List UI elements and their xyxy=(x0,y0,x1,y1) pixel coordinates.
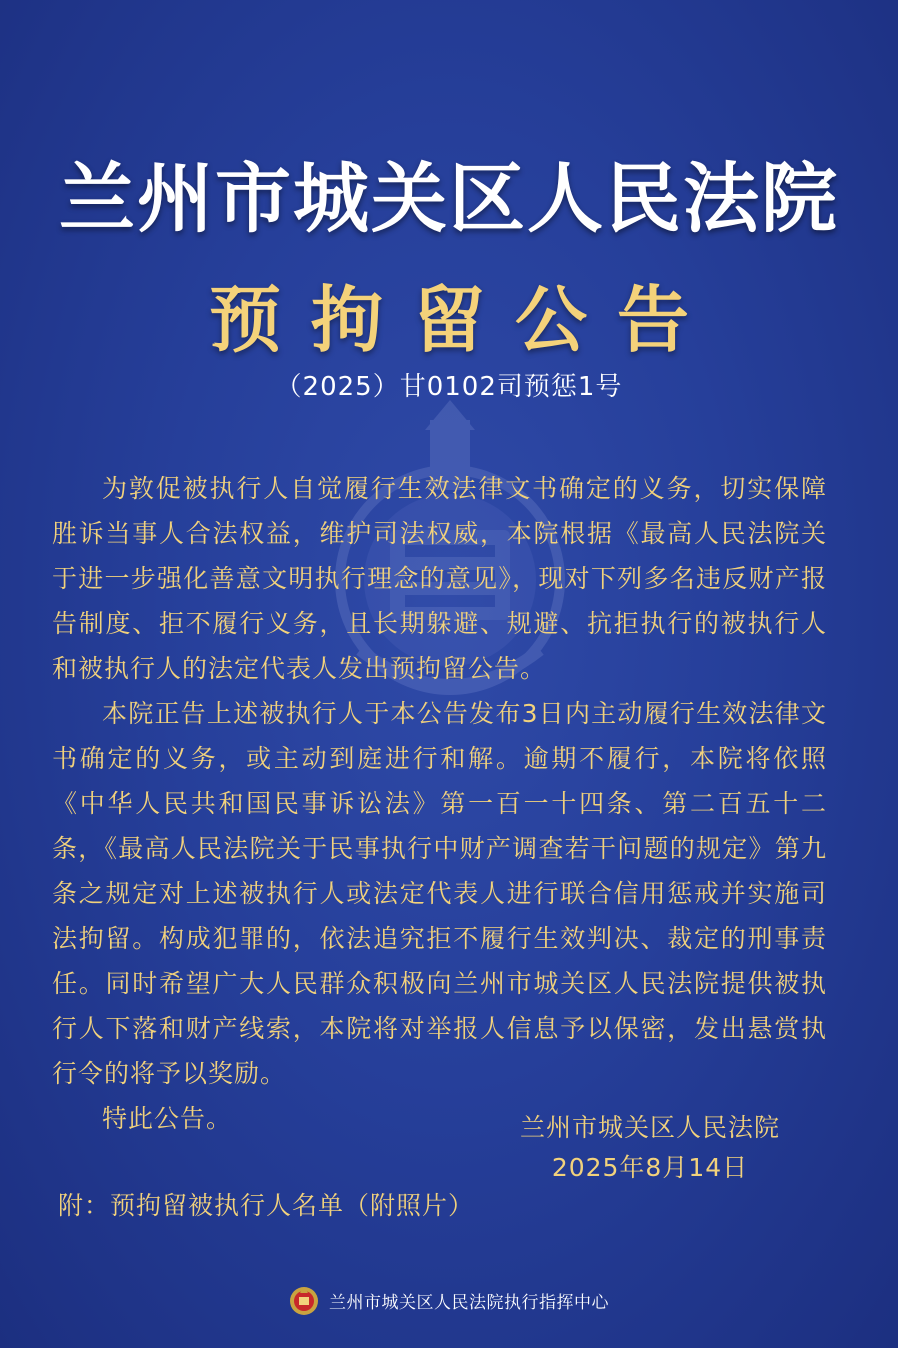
issuer-name: 兰州市城关区人民法院 xyxy=(519,1113,780,1142)
footer xyxy=(0,1284,898,1316)
body-paragraph-3: 特此公告。 xyxy=(102,1104,233,1133)
body-paragraph-2: 本院正告上述被执行人于本公告发布3日内主动履行生效法律文书确定的义务，或主动到庭进行和解。逾期不履行，本院将依照《中华人民共和国民事诉讼法》第一百一十四条、第二百五十二条，《最高人民法院关于民事执行中财产调查若干问题的规定》第九条之规定对上述被执行人或法定代表人进行联合信用惩戒并实施司法拘留。构成犯罪的，依法追究拒不履行生效判决、裁定的刑事责任。同时希望广大人民群众积极向兰州市城关区人民法院提供被执行人下落和财产线索，本院将对举报人信息予以保密，发出悬赏执行令的将予以奖励。 xyxy=(52,699,827,1088)
footer-organization: 兰州市城关区人民法院执行指挥中心 xyxy=(329,1292,609,1313)
attachment-note: 附：预拘留被执行人名单（附照片） xyxy=(58,1191,475,1220)
court-name-title: 兰州市城关区人民法院 xyxy=(59,154,839,243)
notice-body xyxy=(52,466,827,1141)
signature-block xyxy=(520,1108,780,1188)
issue-date: 2025年8月14日 xyxy=(551,1153,749,1182)
document-number: （2025）甘0102司预惩1号 xyxy=(275,372,623,402)
body-paragraph-1: 为敦促被执行人自觉履行生效法律文书确定的义务，切实保障胜诉当事人合法权益，维护司法权威，本院根据《最高人民法院关于进一步强化善意文明执行理念的意见》，现对下列多名违反财产报告制度、拒不履行义务，且长期躲避、规避、抗拒执行的被执行人和被执行人的法定代表人发出预拘留公告。 xyxy=(52,474,827,683)
court-badge-icon xyxy=(289,1284,319,1316)
notice-title: 预拘留公告 xyxy=(208,277,719,362)
